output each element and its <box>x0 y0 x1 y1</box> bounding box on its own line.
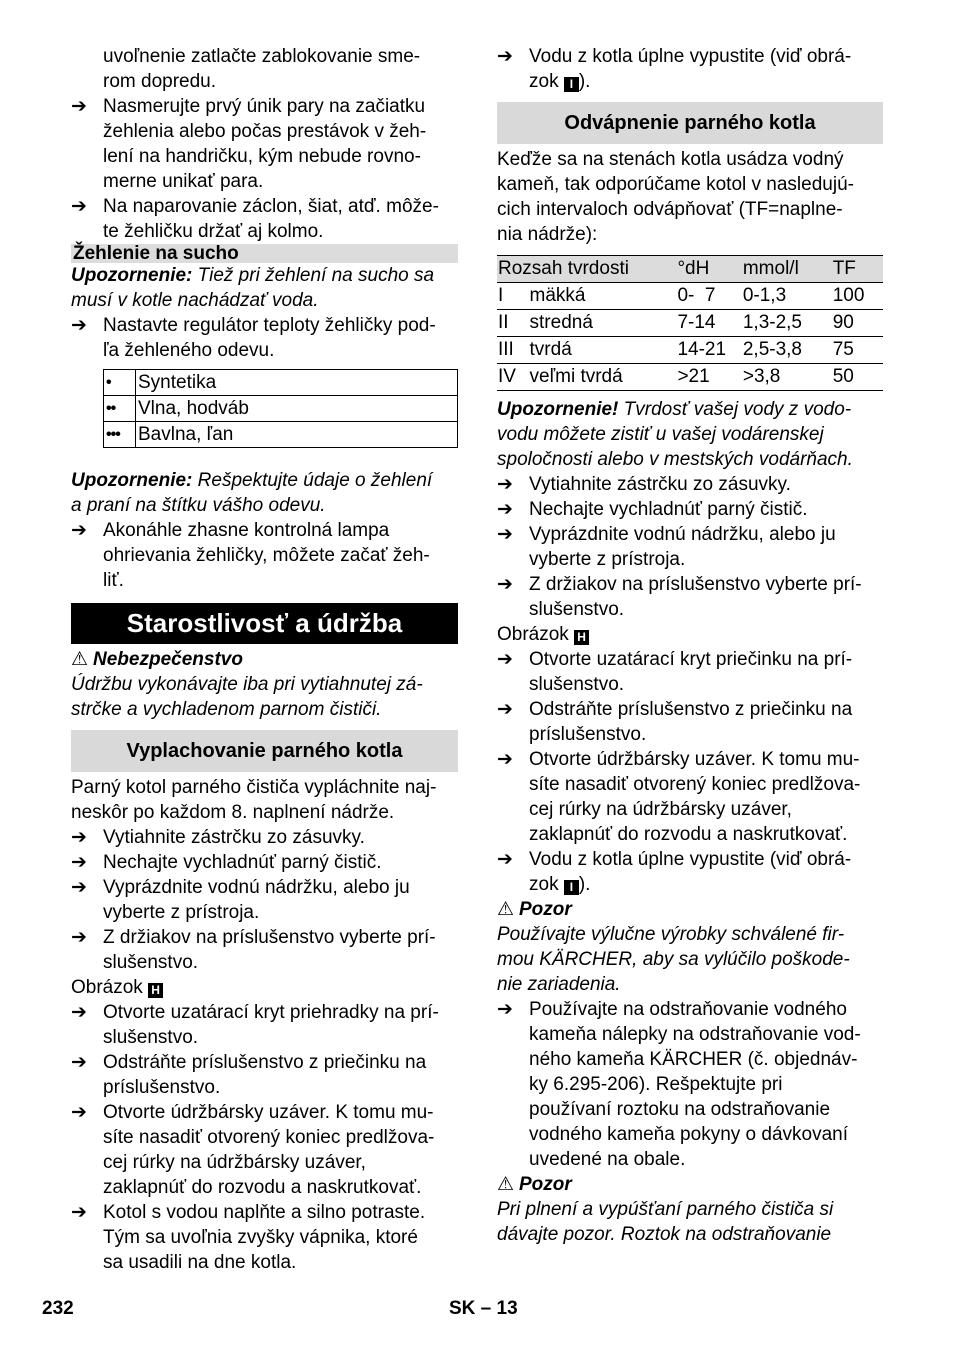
temperature-dots: ••• <box>104 422 136 448</box>
danger-text: Údržbu vykonávajte iba pri vytiahnutej zá- strčke a vychladenom parnom čističi. <box>71 674 423 720</box>
intro-paragraph <box>71 44 458 94</box>
arrow-icon: ➔ <box>71 315 87 336</box>
table-header-cell: Rozsah tvrdosti <box>497 256 676 283</box>
arrow-icon: ➔ <box>71 1002 87 1023</box>
table-cell: stredná <box>529 310 677 337</box>
hardness-note: Upozornenie! Tvrdosť vašej vody z vodo- vodu môžete zistiť u vašej vodárenskej spoločnosti alebo v mestských vodárňach. <box>497 399 853 470</box>
danger-heading: ⚠ Nebezpečenstvo <box>71 649 243 670</box>
caution-heading-1: ⚠ Pozor <box>497 899 572 920</box>
arrow-icon: ➔ <box>497 499 513 520</box>
list-item: ➔ Odstráňte príslušenstvo z priečinku na príslušenstvo. <box>71 1052 427 1098</box>
fabric-label: Syntetika <box>136 370 458 396</box>
descale-bullets <box>497 472 883 622</box>
arrow-icon: ➔ <box>497 999 513 1020</box>
text-line: Keďže sa na stenách kotla usádza vodný <box>497 149 844 170</box>
flush-bullets-2 <box>71 1000 458 1275</box>
fabric-row <box>104 370 458 396</box>
arrow-icon: ➔ <box>497 749 513 770</box>
arrow-icon: ➔ <box>71 927 87 948</box>
dry-ironing-heading: Žehlenie na sucho <box>71 244 458 263</box>
caution-text-1 <box>497 922 883 997</box>
arrow-icon: ➔ <box>71 827 87 848</box>
table-header-cell: mmol/l <box>742 256 832 283</box>
flush-bullets <box>71 825 458 975</box>
list-item: ➔ Vyprázdnite vodnú nádržku, alebo ju vyberte z prístroja. <box>71 877 410 923</box>
label-note: Upozornenie: Rešpektujte údaje o žehlení a praní na štítku vášho odevu. <box>71 470 433 516</box>
lamp-bullet <box>71 518 458 593</box>
fabric-row <box>104 396 458 422</box>
text-line: mou KÄRCHER, aby sa vylúčilo poškode- <box>497 949 850 970</box>
fabric-label: Vlna, hodváb <box>136 396 458 422</box>
drain-bullet-top: ➔ Vodu z kotla úplne vypustite (viď obrá- zok I ). <box>497 46 852 92</box>
arrow-icon: ➔ <box>71 877 87 898</box>
drain-bullet: ➔ Vodu z kotla úplne vypustite (viď obrá- zok I ). <box>497 849 852 895</box>
section-code: SK – 13 <box>449 1298 518 1319</box>
list-item: ➔ Vytiahnite zástrčku zo zásuvky. <box>497 474 791 495</box>
text-line: Pri plnení a vypúšťaní parného čističa si <box>497 1199 834 1220</box>
table-cell: IV <box>497 364 529 391</box>
table-cell: I <box>497 283 529 310</box>
list-item: ➔ Nasmerujte prvý únik pary na začiatku žehlenia alebo počas prestávok v žeh- lení na handričku, kým nebude rovno- merne unikať para. <box>71 96 427 192</box>
figure-h-icon: H <box>574 630 589 645</box>
arrow-icon: ➔ <box>71 1102 87 1123</box>
text-line: cich intervaloch odvápňovať (TF=naplne- <box>497 199 843 220</box>
arrow-icon: ➔ <box>71 96 87 117</box>
table-header-cell: TF <box>832 256 883 283</box>
list-item: ➔ Akonáhle zhasne kontrolná lampa ohrievania žehličky, môžete začať žeh- liť. <box>71 520 430 591</box>
arrow-icon: ➔ <box>497 574 513 595</box>
right-column <box>497 44 883 1247</box>
table-row <box>497 364 883 391</box>
table-cell: mäkká <box>529 283 677 310</box>
table-cell: 14-21 <box>676 337 741 364</box>
text-line: nie zariadenia. <box>497 974 621 995</box>
fabric-row <box>104 422 458 448</box>
table-cell: veľmi tvrdá <box>529 364 677 391</box>
page-number: 232 <box>42 1298 74 1319</box>
warning-icon: ⚠ <box>497 899 515 920</box>
caution-heading-2: ⚠ Pozor <box>497 1174 572 1195</box>
list-item: ➔ Z držiakov na príslušenstvo vyberte prí- slušenstvo. <box>497 574 862 620</box>
table-cell: 1,3-2,5 <box>742 310 832 337</box>
list-item: ➔ Vytiahnite zástrčku zo zásuvky. <box>71 827 365 848</box>
list-item: ➔ Vyprázdnite vodnú nádržku, alebo ju vyberte z prístroja. <box>497 524 836 570</box>
list-item: ➔ Odstráňte príslušenstvo z priečinku na príslušenstvo. <box>497 699 853 745</box>
list-item: ➔ Používajte na odstraňovanie vodného kameňa nálepky na odstraňovanie vod- ného kameňa KÄRCHER (č. objednáv- ky 6.295-206). Rešpektujte pri používaní roztoku na odstraňovanie vodného kameňa pokyny o dávkovaní uvedené na obale. <box>497 999 861 1170</box>
list-item: ➔ Nechajte vychladnúť parný čistič. <box>497 499 808 520</box>
list-item: ➔ Kotol s vodou naplňte a silno potraste. Tým sa uvoľnia zvyšky vápnika, ktoré sa usadili na dne kotla. <box>71 1202 426 1273</box>
table-header-row <box>497 256 883 283</box>
figure-reference: Obrázok H <box>71 975 458 1000</box>
list-item: ➔ Otvorte údržbársky uzáver. K tomu mu- síte nasadiť otvorený koniec predlžova- cej rúrky na údržbársky uzáver, zaklapnúť do rozvodu a naskrutkovať. <box>71 1102 435 1198</box>
warning-icon: ⚠ <box>71 649 89 670</box>
table-cell: 50 <box>832 364 883 391</box>
warning-icon: ⚠ <box>497 1174 515 1195</box>
figure-i-icon: I <box>564 880 579 895</box>
left-column <box>71 44 458 1275</box>
table-cell: tvrdá <box>529 337 677 364</box>
dry-ironing-note: Upozornenie: Tiež pri žehlení na sucho sa musí v kotle nachádzať voda. <box>71 265 435 311</box>
temperature-bullet <box>71 313 458 363</box>
arrow-icon: ➔ <box>497 474 513 495</box>
table-cell: 75 <box>832 337 883 364</box>
table-cell: 100 <box>832 283 883 310</box>
table-cell: >21 <box>676 364 741 391</box>
steam-bullets <box>71 94 458 244</box>
figure-i-icon: I <box>564 77 579 92</box>
table-cell: 2,5-3,8 <box>742 337 832 364</box>
figure-h-icon: H <box>148 983 163 998</box>
descale-section-title: Odvápnenie parného kotla <box>497 102 883 144</box>
caution-text-2 <box>497 1197 883 1247</box>
table-cell: 90 <box>832 310 883 337</box>
table-header-cell: °dH <box>676 256 741 283</box>
table-row <box>497 283 883 310</box>
text-line: nia nádrže): <box>497 224 598 245</box>
flush-intro: Parný kotol parného čističa vypláchnite naj- neskôr po každom 8. naplnení nádrže. <box>71 777 437 823</box>
text-line: kameň, tak odporúčame kotol v nasledujú- <box>497 174 854 195</box>
arrow-icon: ➔ <box>497 849 513 870</box>
hardness-table <box>497 255 883 391</box>
fabric-label: Bavlna, ľan <box>136 422 458 448</box>
table-cell: 0- 7 <box>676 283 741 310</box>
arrow-icon: ➔ <box>71 1052 87 1073</box>
list-item: ➔ Na naparovanie záclon, šiat, atď. môže- te žehličku držať aj kolmo. <box>71 196 439 242</box>
table-cell: 7-14 <box>676 310 741 337</box>
arrow-icon: ➔ <box>71 196 87 217</box>
text-line: uvoľnenie zatlačte zablokovanie sme- <box>103 46 421 67</box>
arrow-icon: ➔ <box>497 649 513 670</box>
list-item: ➔ Otvorte uzatárací kryt priehradky na prí- slušenstvo. <box>71 1002 439 1048</box>
text-line: rom dopredu. <box>103 71 217 92</box>
table-row <box>497 337 883 364</box>
arrow-icon: ➔ <box>497 524 513 545</box>
descaler-bullet <box>497 997 883 1172</box>
arrow-icon: ➔ <box>71 520 87 541</box>
table-cell: III <box>497 337 529 364</box>
arrow-icon: ➔ <box>497 46 513 67</box>
text-line: dávajte pozor. Roztok na odstraňovanie <box>497 1224 832 1245</box>
list-item: ➔ Z držiakov na príslušenstvo vyberte prí- slušenstvo. <box>71 927 436 973</box>
care-section-title: Starostlivosť a údržba <box>71 603 458 644</box>
arrow-icon: ➔ <box>497 699 513 720</box>
list-item: ➔ Nastavte regulátor teploty žehličky pod- ľa žehleného odevu. <box>71 315 436 361</box>
table-cell: II <box>497 310 529 337</box>
descale-bullets-2 <box>497 647 883 847</box>
table-cell: 0-1,3 <box>742 283 832 310</box>
table-row <box>497 310 883 337</box>
arrow-icon: ➔ <box>71 1202 87 1223</box>
list-item: ➔ Nechajte vychladnúť parný čistič. <box>71 852 382 873</box>
list-item: ➔ Otvorte údržbársky uzáver. K tomu mu- síte nasadiť otvorený koniec predlžova- cej rúrky na údržbársky uzáver, zaklapnúť do rozvodu a naskrutkovať. <box>497 749 861 845</box>
fabric-table <box>103 369 458 448</box>
temperature-dots: •• <box>104 396 136 422</box>
arrow-icon: ➔ <box>71 852 87 873</box>
descale-intro <box>497 147 883 247</box>
text-line: Používajte výlučne výrobky schválené fir- <box>497 924 845 945</box>
table-cell: >3,8 <box>742 364 832 391</box>
flush-section-title: Vyplachovanie parného kotla <box>71 730 458 772</box>
list-item: ➔ Otvorte uzatárací kryt priečinku na prí- slušenstvo. <box>497 649 853 695</box>
figure-reference-right: Obrázok H <box>497 622 883 647</box>
temperature-dots: • <box>104 370 136 396</box>
